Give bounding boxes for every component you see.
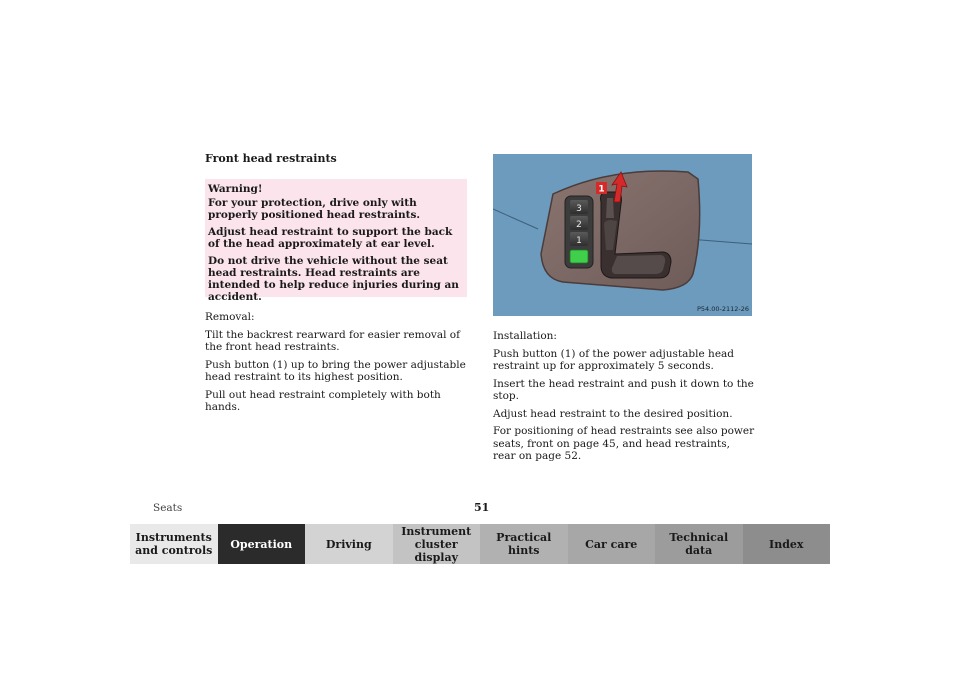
figure-code: P54.00-2112-26 (696, 305, 749, 313)
installation-section (493, 330, 755, 468)
removal-step-1: Tilt the backrest rearward for easier removal of the front head restraints. (205, 328, 461, 353)
seat-control-illustration (493, 154, 752, 316)
section-title: Front head restraints (205, 152, 337, 165)
tab-label: Practical hints (496, 531, 552, 557)
tab-label: Car care (585, 537, 638, 551)
tab-practical-hints[interactable] (480, 524, 568, 564)
installation-step-3: Adjust head restraint to the desired position. (493, 407, 733, 420)
warning-paragraph-1: For your protection, drive only with properly positioned head restraints. (208, 197, 421, 221)
tab-label: Technical data (669, 531, 729, 557)
tab-label: Operation (230, 537, 293, 551)
removal-heading: Removal: (205, 311, 255, 323)
memory-label-1: 1 (576, 236, 582, 246)
installation-step-4: For positioning of head restraints see also power seats, front on page 45, and head restraints, rear on page 52. (493, 425, 755, 462)
memory-label-2: 2 (576, 220, 582, 230)
callout-number: 1 (598, 184, 605, 195)
tab-technical-data[interactable] (655, 524, 743, 564)
tab-operation[interactable] (218, 524, 306, 564)
footer-section-name: Seats (153, 502, 183, 514)
tab-label: Driving (325, 537, 372, 551)
tab-instruments-and-controls[interactable] (130, 524, 218, 564)
tab-car-care[interactable] (568, 524, 656, 564)
removal-step-3: Pull out head restraint completely with both hands. (205, 388, 441, 413)
tab-label: Index (769, 537, 804, 551)
warning-paragraph-2: Adjust head restraint to support the back of the head approximately at ear level. (208, 226, 453, 250)
tab-label: Instruments and controls (135, 531, 213, 557)
tab-driving[interactable] (305, 524, 393, 564)
warning-box (205, 179, 467, 303)
head-restraint-switch (606, 198, 614, 218)
memory-store-button (570, 250, 588, 263)
tab-index[interactable] (743, 524, 831, 564)
installation-step-1: Push button (1) of the power adjustable head restraint up for approximately 5 seconds. (493, 347, 735, 372)
tab-instrument-cluster-display[interactable] (393, 524, 481, 564)
warning-heading: Warning! (208, 183, 263, 195)
tab-label: Instrument cluster display (401, 524, 472, 564)
installation-heading: Installation: (493, 330, 557, 342)
seat-cushion-switch (612, 255, 665, 274)
removal-step-2: Push button (1) up to bring the power adjustable head restraint to its highest position. (205, 358, 466, 383)
removal-section (205, 311, 467, 419)
memory-label-3: 3 (576, 204, 582, 214)
seat-control-drawing (493, 154, 752, 316)
page-number: 51 (474, 501, 490, 514)
warning-paragraph-3: Do not drive the vehicle without the seat head restraints. Head restraints are intended to help reduce injuries during an accident. (208, 255, 459, 303)
chapter-nav (130, 524, 830, 564)
trim-line (493, 209, 538, 229)
installation-step-2: Insert the head restraint and push it down to the stop. (493, 377, 754, 402)
